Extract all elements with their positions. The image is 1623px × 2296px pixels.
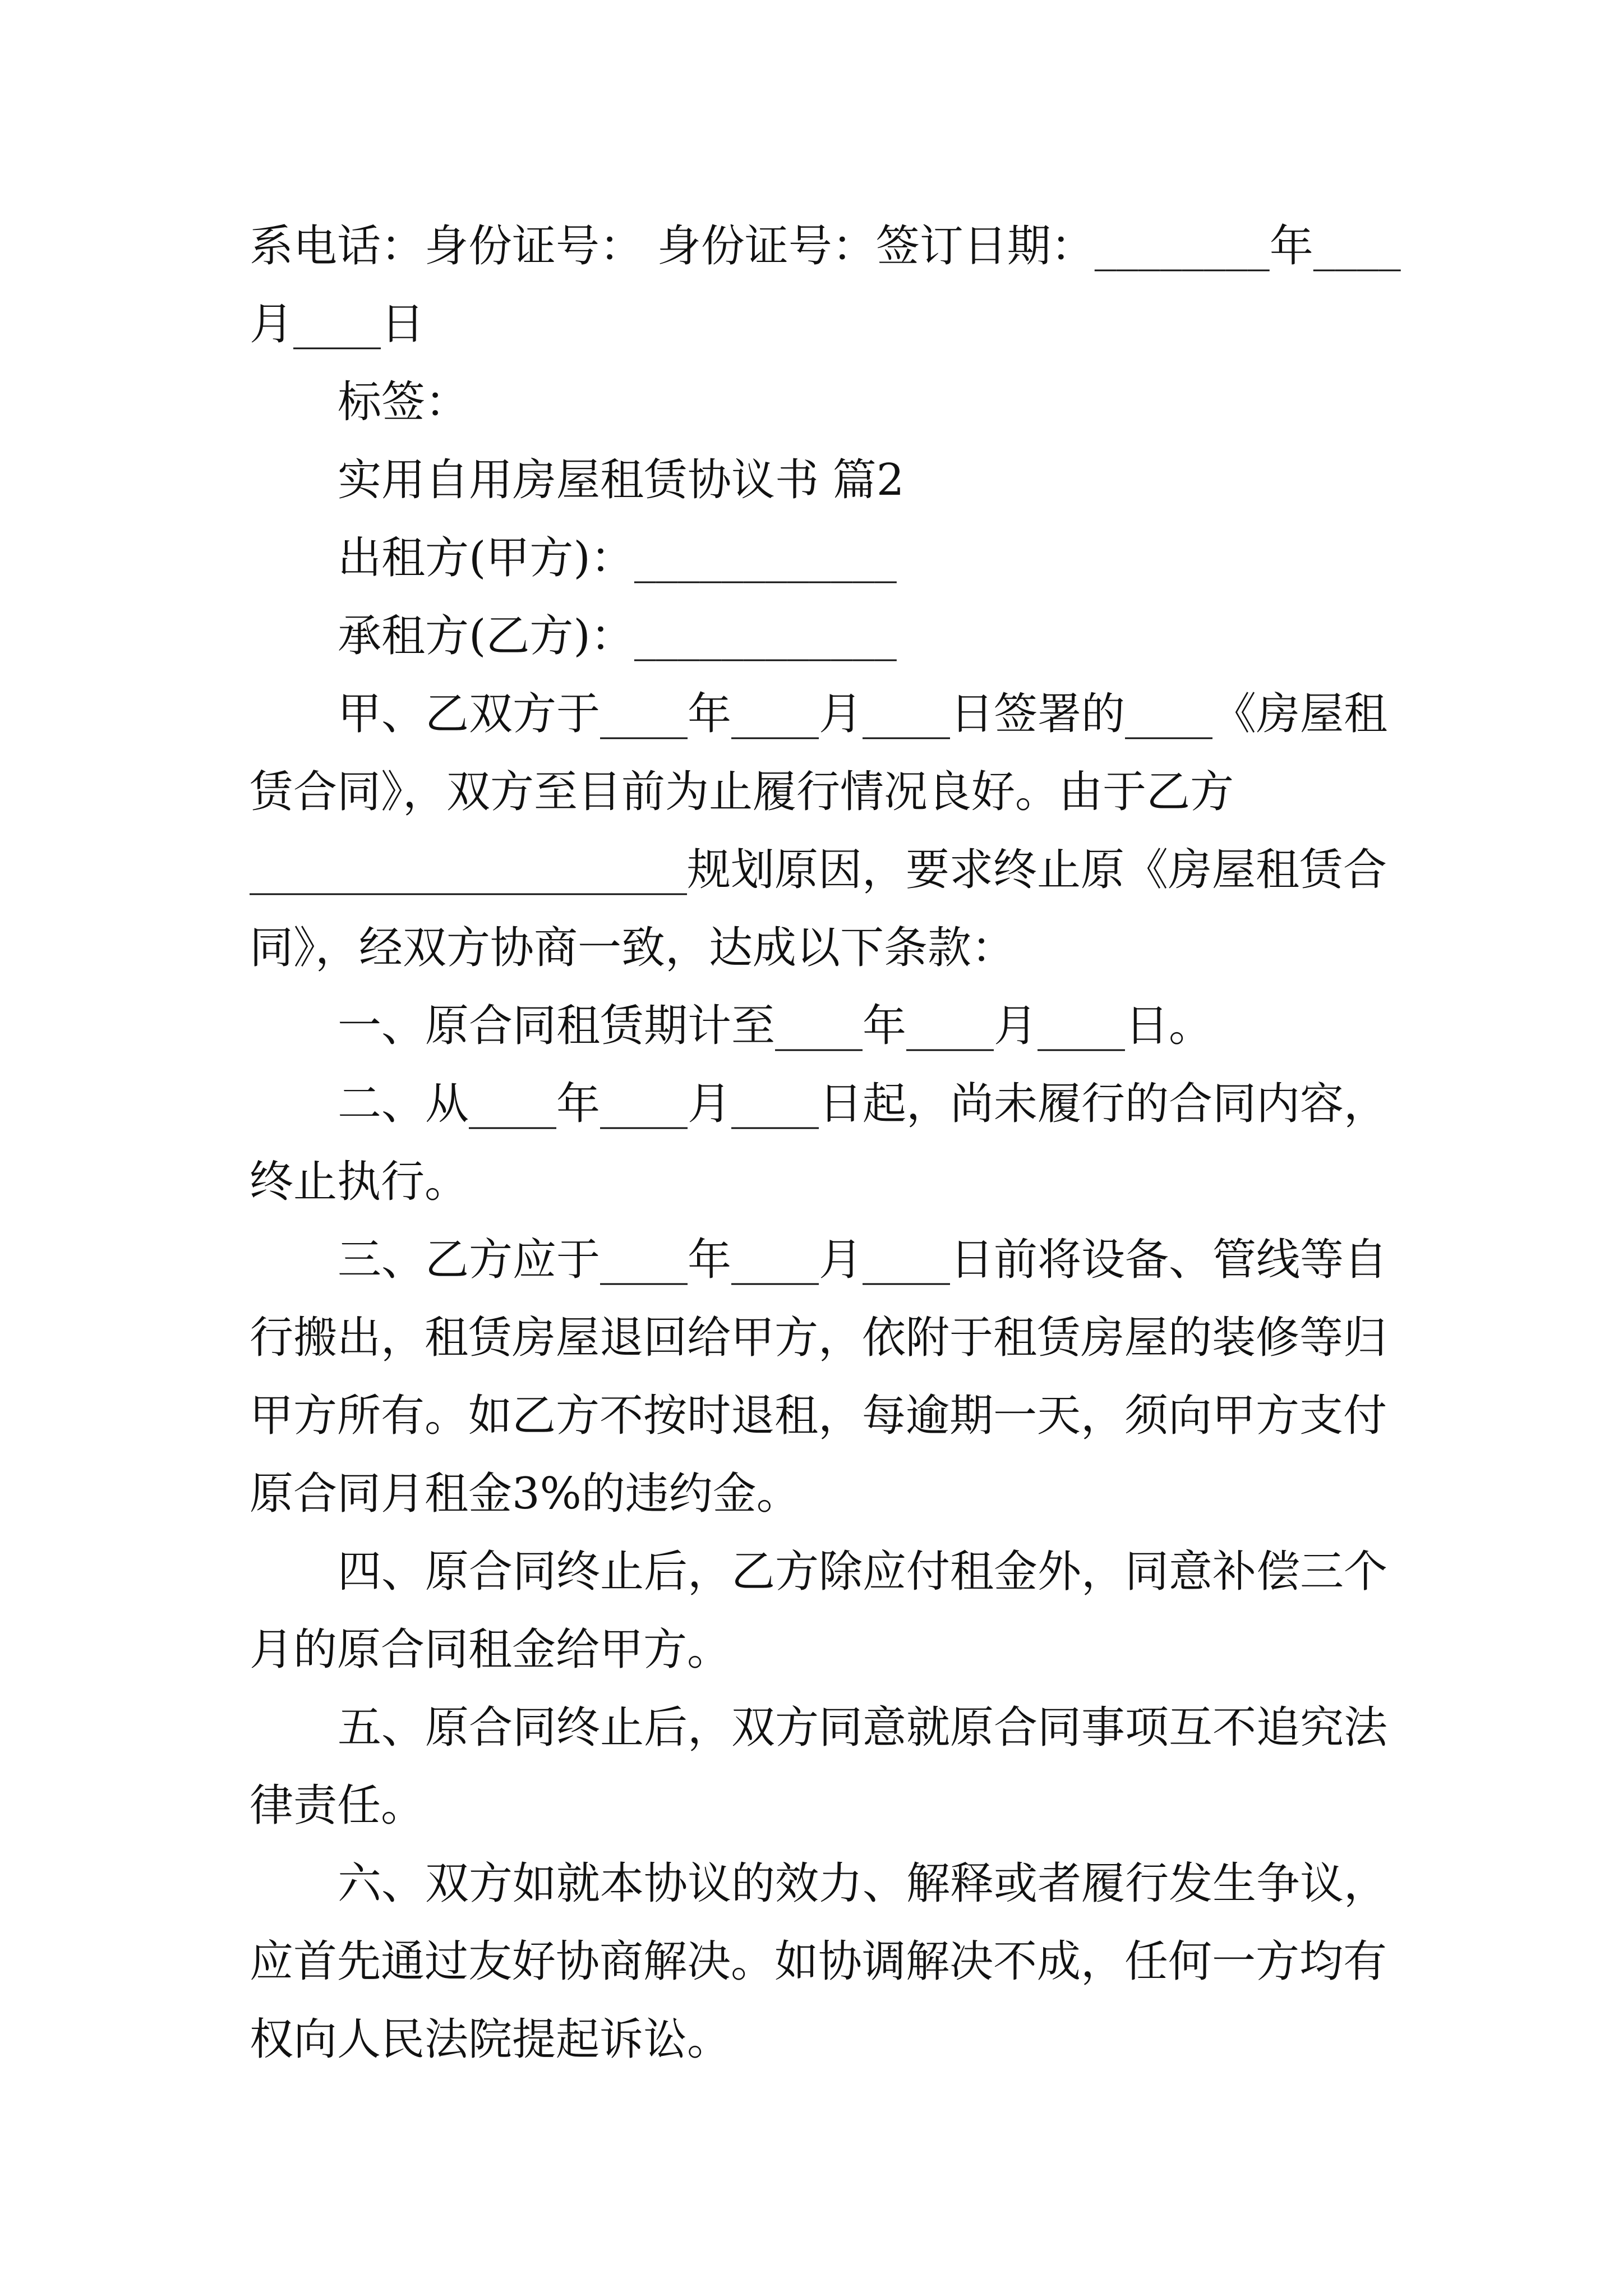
- tags-label: 标签：: [338, 377, 469, 427]
- text-line: ____________________规划原因，要求终止原《房屋租赁合: [250, 845, 1387, 895]
- text-line: 甲方所有。如乙方不按时退租，每逾期一天，须向甲方支付: [250, 1391, 1387, 1441]
- lessor-field: 出租方(甲方)：____________: [338, 533, 897, 583]
- text-line: 甲、乙双方于____年____月____日签署的____《房屋租: [338, 689, 1388, 739]
- clause-1: 一、原合同租赁期计至____年____月____日。: [338, 1001, 1213, 1051]
- text-line: 系电话：身份证号： 身份证号：签订日期：________年____: [250, 221, 1401, 272]
- text-line: 同》，经双方协商一致，达成以下条款：: [250, 923, 1016, 973]
- text-line: 原合同月租金3%的违约金。: [250, 1469, 800, 1519]
- clause-4: 四、原合同终止后，乙方除应付租金外，同意补偿三个: [338, 1547, 1388, 1597]
- text-line: 月的原合同租金给甲方。: [250, 1625, 731, 1675]
- text-line: 终止执行。: [250, 1157, 469, 1207]
- section-title: 实用自用房屋租赁协议书 篇2: [338, 455, 905, 505]
- lessee-field: 承租方(乙方)：____________: [338, 611, 897, 661]
- text-line: 律责任。: [250, 1780, 425, 1831]
- clause-6: 六、双方如就本协议的效力、解释或者履行发生争议，: [338, 1858, 1388, 1909]
- text-line: 应首先通过友好协商解决。如协调解决不成，任何一方均有: [250, 1936, 1387, 1987]
- clause-2: 二、从____年____月____日起，尚未履行的合同内容，: [338, 1079, 1388, 1129]
- text-line: 权向人民法院提起诉讼。: [250, 2014, 731, 2065]
- text-line: 行搬出，租赁房屋退回给甲方，依附于租赁房屋的装修等归: [250, 1313, 1387, 1363]
- text-line: 赁合同》，双方至目前为止履行情况良好。由于乙方: [250, 767, 1234, 817]
- clause-5: 五、原合同终止后，双方同意就原合同事项互不追究法: [338, 1703, 1388, 1753]
- text-line: 月____日: [250, 299, 425, 349]
- clause-3: 三、乙方应于____年____月____日前将设备、管线等自: [338, 1235, 1388, 1285]
- document-body: [250, 208, 1401, 2079]
